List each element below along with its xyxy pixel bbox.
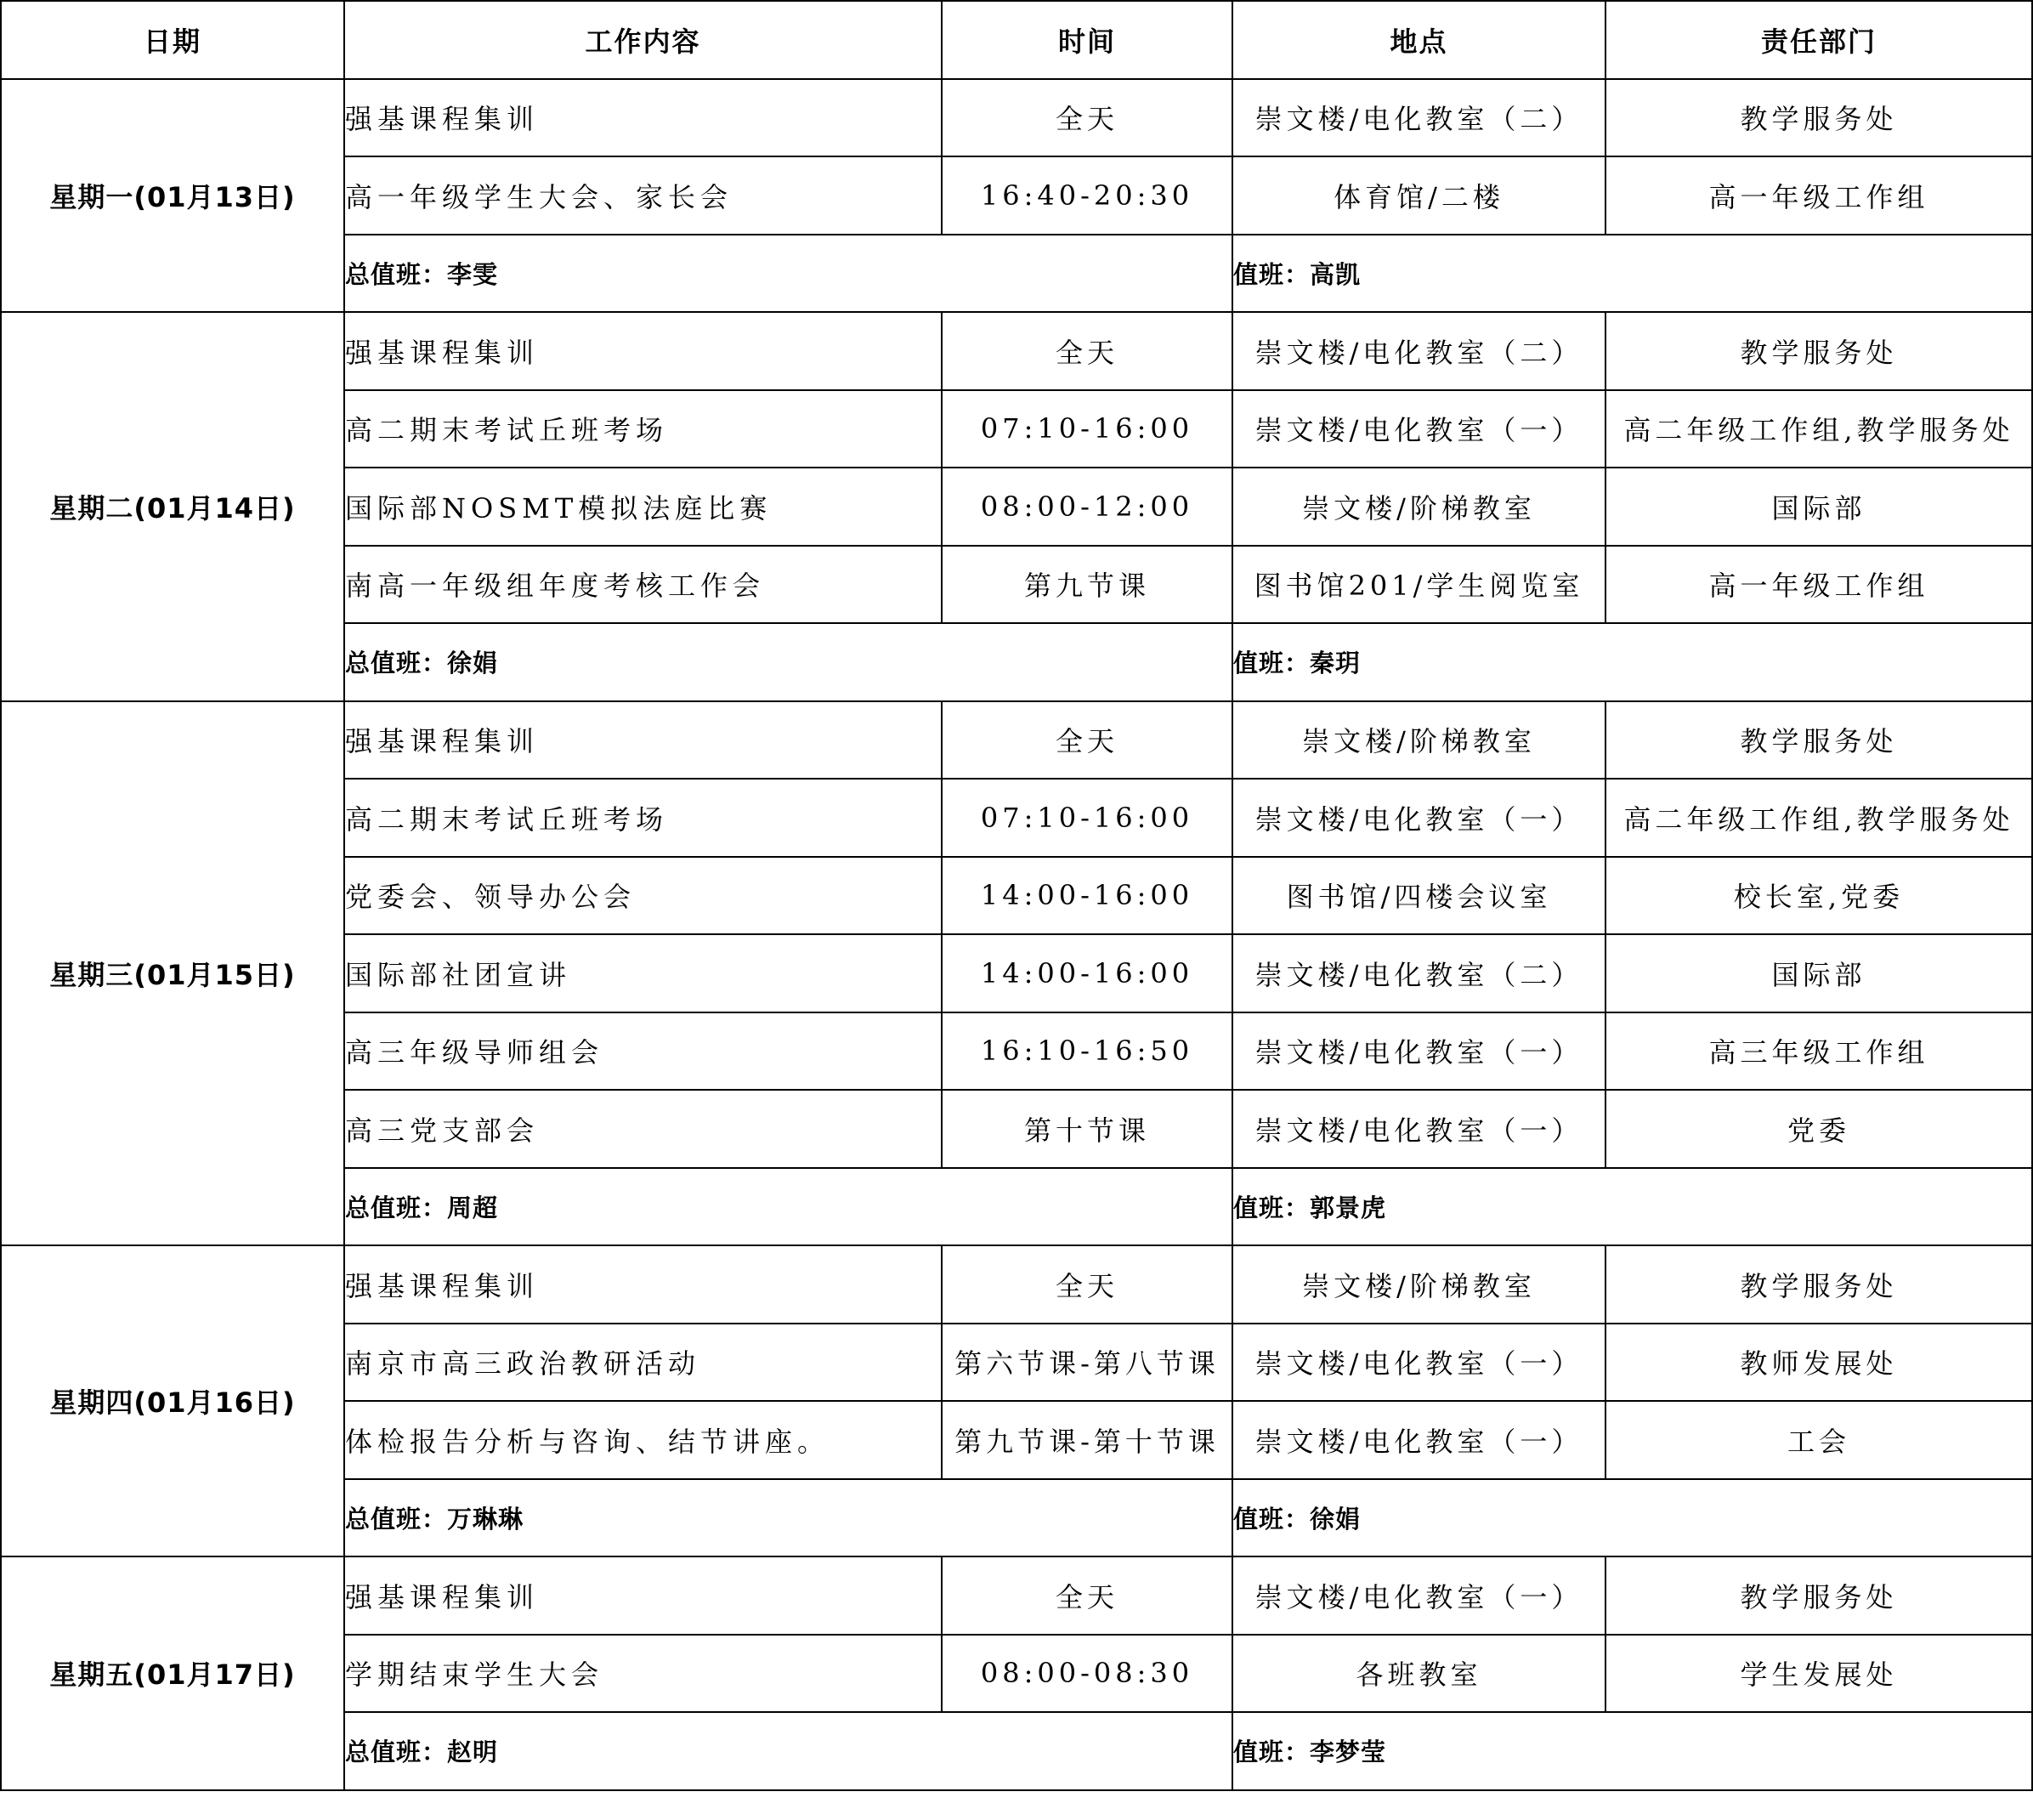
work-place: 崇文楼/电化教室（二） bbox=[1232, 79, 1605, 157]
work-content: 强基课程集训 bbox=[344, 701, 942, 780]
work-time: 08:00-08:30 bbox=[942, 1635, 1232, 1713]
day-date: 星期一(01月13日) bbox=[1, 79, 344, 313]
work-time: 第十节课 bbox=[942, 1090, 1232, 1168]
work-time: 14:00-16:00 bbox=[942, 857, 1232, 935]
work-dept: 高一年级工作组 bbox=[1605, 156, 2032, 235]
work-time: 07:10-16:00 bbox=[942, 390, 1232, 468]
work-time: 16:40-20:30 bbox=[942, 156, 1232, 235]
duty: 值班：郭景虎 bbox=[1232, 1168, 2032, 1246]
work-dept: 教学服务处 bbox=[1605, 1245, 2032, 1324]
work-content: 高一年级学生大会、家长会 bbox=[344, 156, 942, 235]
header-date: 日期 bbox=[1, 1, 344, 79]
day-date: 星期五(01月17日) bbox=[1, 1556, 344, 1790]
work-place: 图书馆201/学生阅览室 bbox=[1232, 546, 1605, 624]
header-place: 地点 bbox=[1232, 1, 1605, 79]
day-date: 星期二(01月14日) bbox=[1, 312, 344, 701]
work-content: 国际部NOSMT模拟法庭比赛 bbox=[344, 468, 942, 546]
header-content: 工作内容 bbox=[344, 1, 942, 79]
header-row bbox=[1, 1, 2032, 79]
work-content: 强基课程集训 bbox=[344, 312, 942, 390]
work-time: 全天 bbox=[942, 1556, 1232, 1635]
work-content: 强基课程集训 bbox=[344, 1245, 942, 1324]
chief-duty: 总值班：万琳琳 bbox=[344, 1479, 1232, 1557]
work-dept: 高二年级工作组,教学服务处 bbox=[1605, 390, 2032, 468]
work-content: 高二期末考试丘班考场 bbox=[344, 390, 942, 468]
work-place: 体育馆/二楼 bbox=[1232, 156, 1605, 235]
work-content: 国际部社团宣讲 bbox=[344, 934, 942, 1012]
duty: 值班：徐娟 bbox=[1232, 1479, 2032, 1557]
work-place: 各班教室 bbox=[1232, 1635, 1605, 1713]
work-time: 全天 bbox=[942, 1245, 1232, 1324]
work-content: 强基课程集训 bbox=[344, 79, 942, 157]
work-time: 08:00-12:00 bbox=[942, 468, 1232, 546]
work-time: 第六节课-第八节课 bbox=[942, 1324, 1232, 1402]
work-place: 崇文楼/电化教室（一） bbox=[1232, 1090, 1605, 1168]
work-dept: 学生发展处 bbox=[1605, 1635, 2032, 1713]
work-place: 崇文楼/电化教室（二） bbox=[1232, 312, 1605, 390]
work-time: 第九节课-第十节课 bbox=[942, 1401, 1232, 1479]
work-content: 高三年级导师组会 bbox=[344, 1012, 942, 1091]
work-place: 崇文楼/阶梯教室 bbox=[1232, 701, 1605, 780]
work-time: 全天 bbox=[942, 79, 1232, 157]
work-dept: 教学服务处 bbox=[1605, 701, 2032, 780]
work-dept: 教学服务处 bbox=[1605, 312, 2032, 390]
table-row bbox=[1, 1556, 2032, 1635]
work-content: 党委会、领导办公会 bbox=[344, 857, 942, 935]
work-content: 学期结束学生大会 bbox=[344, 1635, 942, 1713]
work-time: 07:10-16:00 bbox=[942, 779, 1232, 857]
work-time: 全天 bbox=[942, 701, 1232, 780]
work-time: 全天 bbox=[942, 312, 1232, 390]
work-place: 崇文楼/电化教室（一） bbox=[1232, 1324, 1605, 1402]
chief-duty: 总值班：李雯 bbox=[344, 235, 1232, 313]
work-place: 崇文楼/电化教室（一） bbox=[1232, 390, 1605, 468]
table-row bbox=[1, 1245, 2032, 1324]
work-content: 高二期末考试丘班考场 bbox=[344, 779, 942, 857]
work-place: 图书馆/四楼会议室 bbox=[1232, 857, 1605, 935]
chief-duty: 总值班：周超 bbox=[344, 1168, 1232, 1246]
work-place: 崇文楼/电化教室（二） bbox=[1232, 934, 1605, 1012]
chief-duty: 总值班：徐娟 bbox=[344, 623, 1232, 701]
work-dept: 高三年级工作组 bbox=[1605, 1012, 2032, 1091]
work-place: 崇文楼/阶梯教室 bbox=[1232, 1245, 1605, 1324]
duty: 值班：高凯 bbox=[1232, 235, 2032, 313]
work-dept: 教学服务处 bbox=[1605, 1556, 2032, 1635]
work-dept: 高一年级工作组 bbox=[1605, 546, 2032, 624]
work-place: 崇文楼/电化教室（一） bbox=[1232, 779, 1605, 857]
day-date: 星期三(01月15日) bbox=[1, 701, 344, 1246]
work-dept: 国际部 bbox=[1605, 468, 2032, 546]
chief-duty: 总值班：赵明 bbox=[344, 1712, 1232, 1790]
work-place: 崇文楼/电化教室（一） bbox=[1232, 1012, 1605, 1091]
work-content: 高三党支部会 bbox=[344, 1090, 942, 1168]
work-content: 南京市高三政治教研活动 bbox=[344, 1324, 942, 1402]
work-content: 南高一年级组年度考核工作会 bbox=[344, 546, 942, 624]
header-time: 时间 bbox=[942, 1, 1232, 79]
work-dept: 工会 bbox=[1605, 1401, 2032, 1479]
work-dept: 党委 bbox=[1605, 1090, 2032, 1168]
work-time: 16:10-16:50 bbox=[942, 1012, 1232, 1091]
header-dept: 责任部门 bbox=[1605, 1, 2032, 79]
day-date: 星期四(01月16日) bbox=[1, 1245, 344, 1556]
work-place: 崇文楼/电化教室（一） bbox=[1232, 1401, 1605, 1479]
work-time: 14:00-16:00 bbox=[942, 934, 1232, 1012]
table-row bbox=[1, 312, 2032, 390]
duty: 值班：秦玥 bbox=[1232, 623, 2032, 701]
table-row bbox=[1, 701, 2032, 780]
work-content: 体检报告分析与咨询、结节讲座。 bbox=[344, 1401, 942, 1479]
work-dept: 校长室,党委 bbox=[1605, 857, 2032, 935]
work-dept: 教师发展处 bbox=[1605, 1324, 2032, 1402]
work-place: 崇文楼/电化教室（一） bbox=[1232, 1556, 1605, 1635]
work-content: 强基课程集训 bbox=[344, 1556, 942, 1635]
work-place: 崇文楼/阶梯教室 bbox=[1232, 468, 1605, 546]
work-dept: 高二年级工作组,教学服务处 bbox=[1605, 779, 2032, 857]
table-row bbox=[1, 79, 2032, 157]
duty: 值班：李梦莹 bbox=[1232, 1712, 2032, 1790]
work-time: 第九节课 bbox=[942, 546, 1232, 624]
work-dept: 国际部 bbox=[1605, 934, 2032, 1012]
work-dept: 教学服务处 bbox=[1605, 79, 2032, 157]
